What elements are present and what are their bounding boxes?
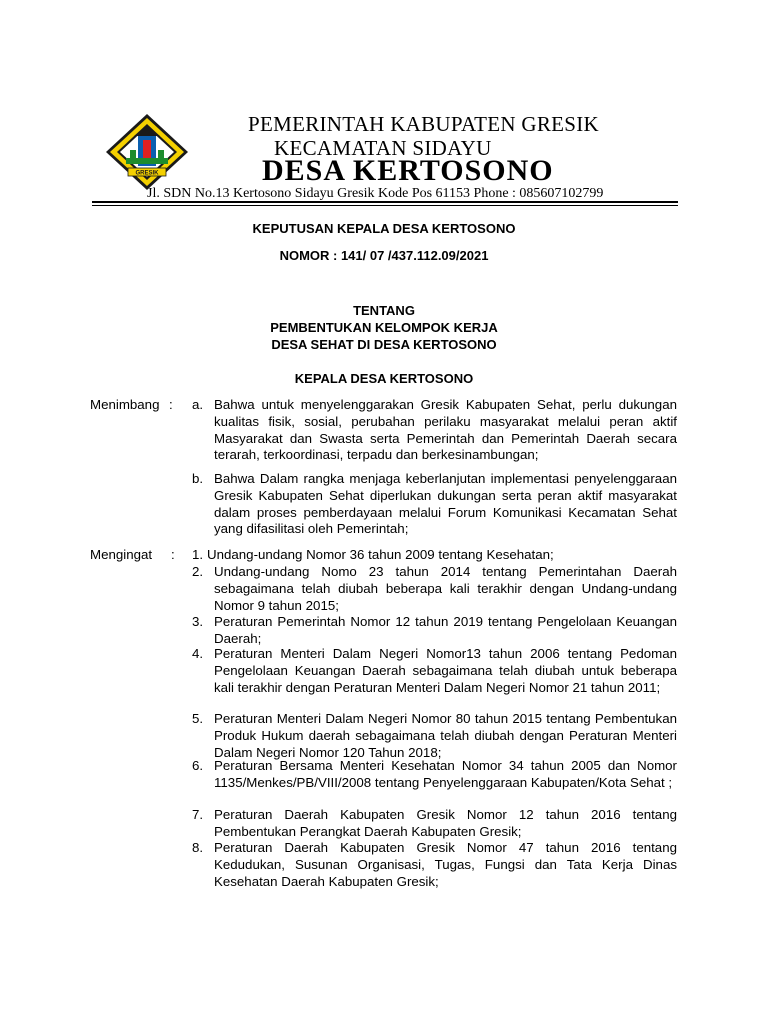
- list-marker: a.: [192, 397, 204, 412]
- village-name: DESA KERTOSONO: [262, 154, 554, 187]
- consideration-item: Bahwa untuk menyelenggarakan Gresik Kabupaten Sehat, perlu dukungan kualitas fisik, sosial, perubahan perilaku masyarakat melalui peran aktif Masyarakat dan Swasta serta Pemerintah dan Pemerintah Daerah secara terarah, terkoordinasi, terpadu dan berkesinambungan;: [214, 397, 677, 463]
- subject-line-2: DESA SEHAT DI DESA KERTOSONO: [271, 337, 497, 352]
- legal-basis-item: Peraturan Menteri Dalam Negeri Nomor13 tahun 2006 tentang Pedoman Pengelolaan Keuangan Daerah sebagaimana telah diubah untuk beberapa kali terakhir dengan Peraturan Menteri Dalam Negeri Nomor 21 tahun 2011;: [214, 646, 677, 695]
- legal-basis-item: Undang-undang Nomo 23 tahun 2014 tentang Pemerintahan Daerah sebagaimana telah diubah beberapa kali terakhir dengan Undang-undang Nomor 9 tahun 2015;: [214, 564, 677, 613]
- subdistrict-name: KECAMATAN SIDAYU: [274, 136, 492, 160]
- list-marker: 8.: [192, 840, 204, 855]
- office-address: Jl. SDN No.13 Kertosono Sidayu Gresik Kode Pos 61153 Phone : 085607102799: [147, 186, 604, 201]
- list-marker: 1.: [192, 547, 204, 562]
- list-marker: 4.: [192, 646, 204, 661]
- letterhead-rule: [92, 201, 678, 203]
- list-marker: 3.: [192, 614, 204, 629]
- legal-basis-item: Peraturan Pemerintah Nomor 12 tahun 2019 tentang Pengelolaan Keuangan Daerah;: [214, 614, 677, 646]
- list-marker: 2.: [192, 564, 204, 579]
- list-marker: 5.: [192, 711, 204, 726]
- menimbang-colon: :: [169, 397, 173, 412]
- legal-basis-item: Peraturan Menteri Dalam Negeri Nomor 80 tahun 2015 tentang Pembentukan Produk Hukum daerah sebagaimana telah diubah dengan Peraturan Menteri Dalam Negeri Nomor 120 Tahun 2018;: [214, 711, 677, 760]
- list-marker: 6.: [192, 758, 204, 773]
- gresik-regency-emblem: [104, 112, 190, 192]
- legal-basis-item: Undang-undang Nomor 36 tahun 2009 tentang Kesehatan;: [207, 547, 554, 562]
- letterhead-rule-thin: [92, 205, 678, 206]
- subject-line-1: PEMBENTUKAN KELOMPOK KERJA: [270, 320, 498, 335]
- legal-basis-item: Peraturan Daerah Kabupaten Gresik Nomor 12 tahun 2016 tentang Pembentukan Perangkat Daerah Kabupaten Gresik;: [214, 807, 677, 839]
- list-marker: 7.: [192, 807, 204, 822]
- list-marker: b.: [192, 471, 204, 486]
- about-heading: TENTANG: [353, 303, 415, 318]
- logo-text: GRESIK: [135, 170, 159, 177]
- menimbang-label: Menimbang: [90, 397, 160, 412]
- decision-title: KEPUTUSAN KEPALA DESA KERTOSONO: [252, 221, 516, 236]
- government-name: PEMERINTAH KABUPATEN GRESIK: [248, 112, 600, 136]
- mengingat-colon: :: [171, 547, 175, 562]
- legal-basis-item: Peraturan Bersama Menteri Kesehatan Nomor 34 tahun 2005 dan Nomor 1135/Menkes/PB/VIII/2008 tentang Penyelenggaraan Kabupaten/Kota Sehat ;: [214, 758, 677, 790]
- authority-heading: KEPALA DESA KERTOSONO: [294, 371, 474, 386]
- consideration-item: Bahwa Dalam rangka menjaga keberlanjutan implementasi penyelenggaraan Gresik Kabupaten Sehat diperlukan dukungan serta peran aktif masyarakat dalam proses pemberdayaan melalui Forum Komunikasi Kecamatan Sehat yang difasilitasi oleh Pemerintah;: [214, 471, 677, 537]
- legal-basis-item: Peraturan Daerah Kabupaten Gresik Nomor 47 tahun 2016 tentang Kedudukan, Susunan Organisasi, Tugas, Fungsi dan Tata Kerja Dinas Kesehatan Daerah Kabupaten Gresik;: [214, 840, 677, 889]
- decision-number: NOMOR : 141/ 07 /437.112.09/2021: [279, 248, 489, 263]
- mengingat-label: Mengingat: [90, 547, 153, 562]
